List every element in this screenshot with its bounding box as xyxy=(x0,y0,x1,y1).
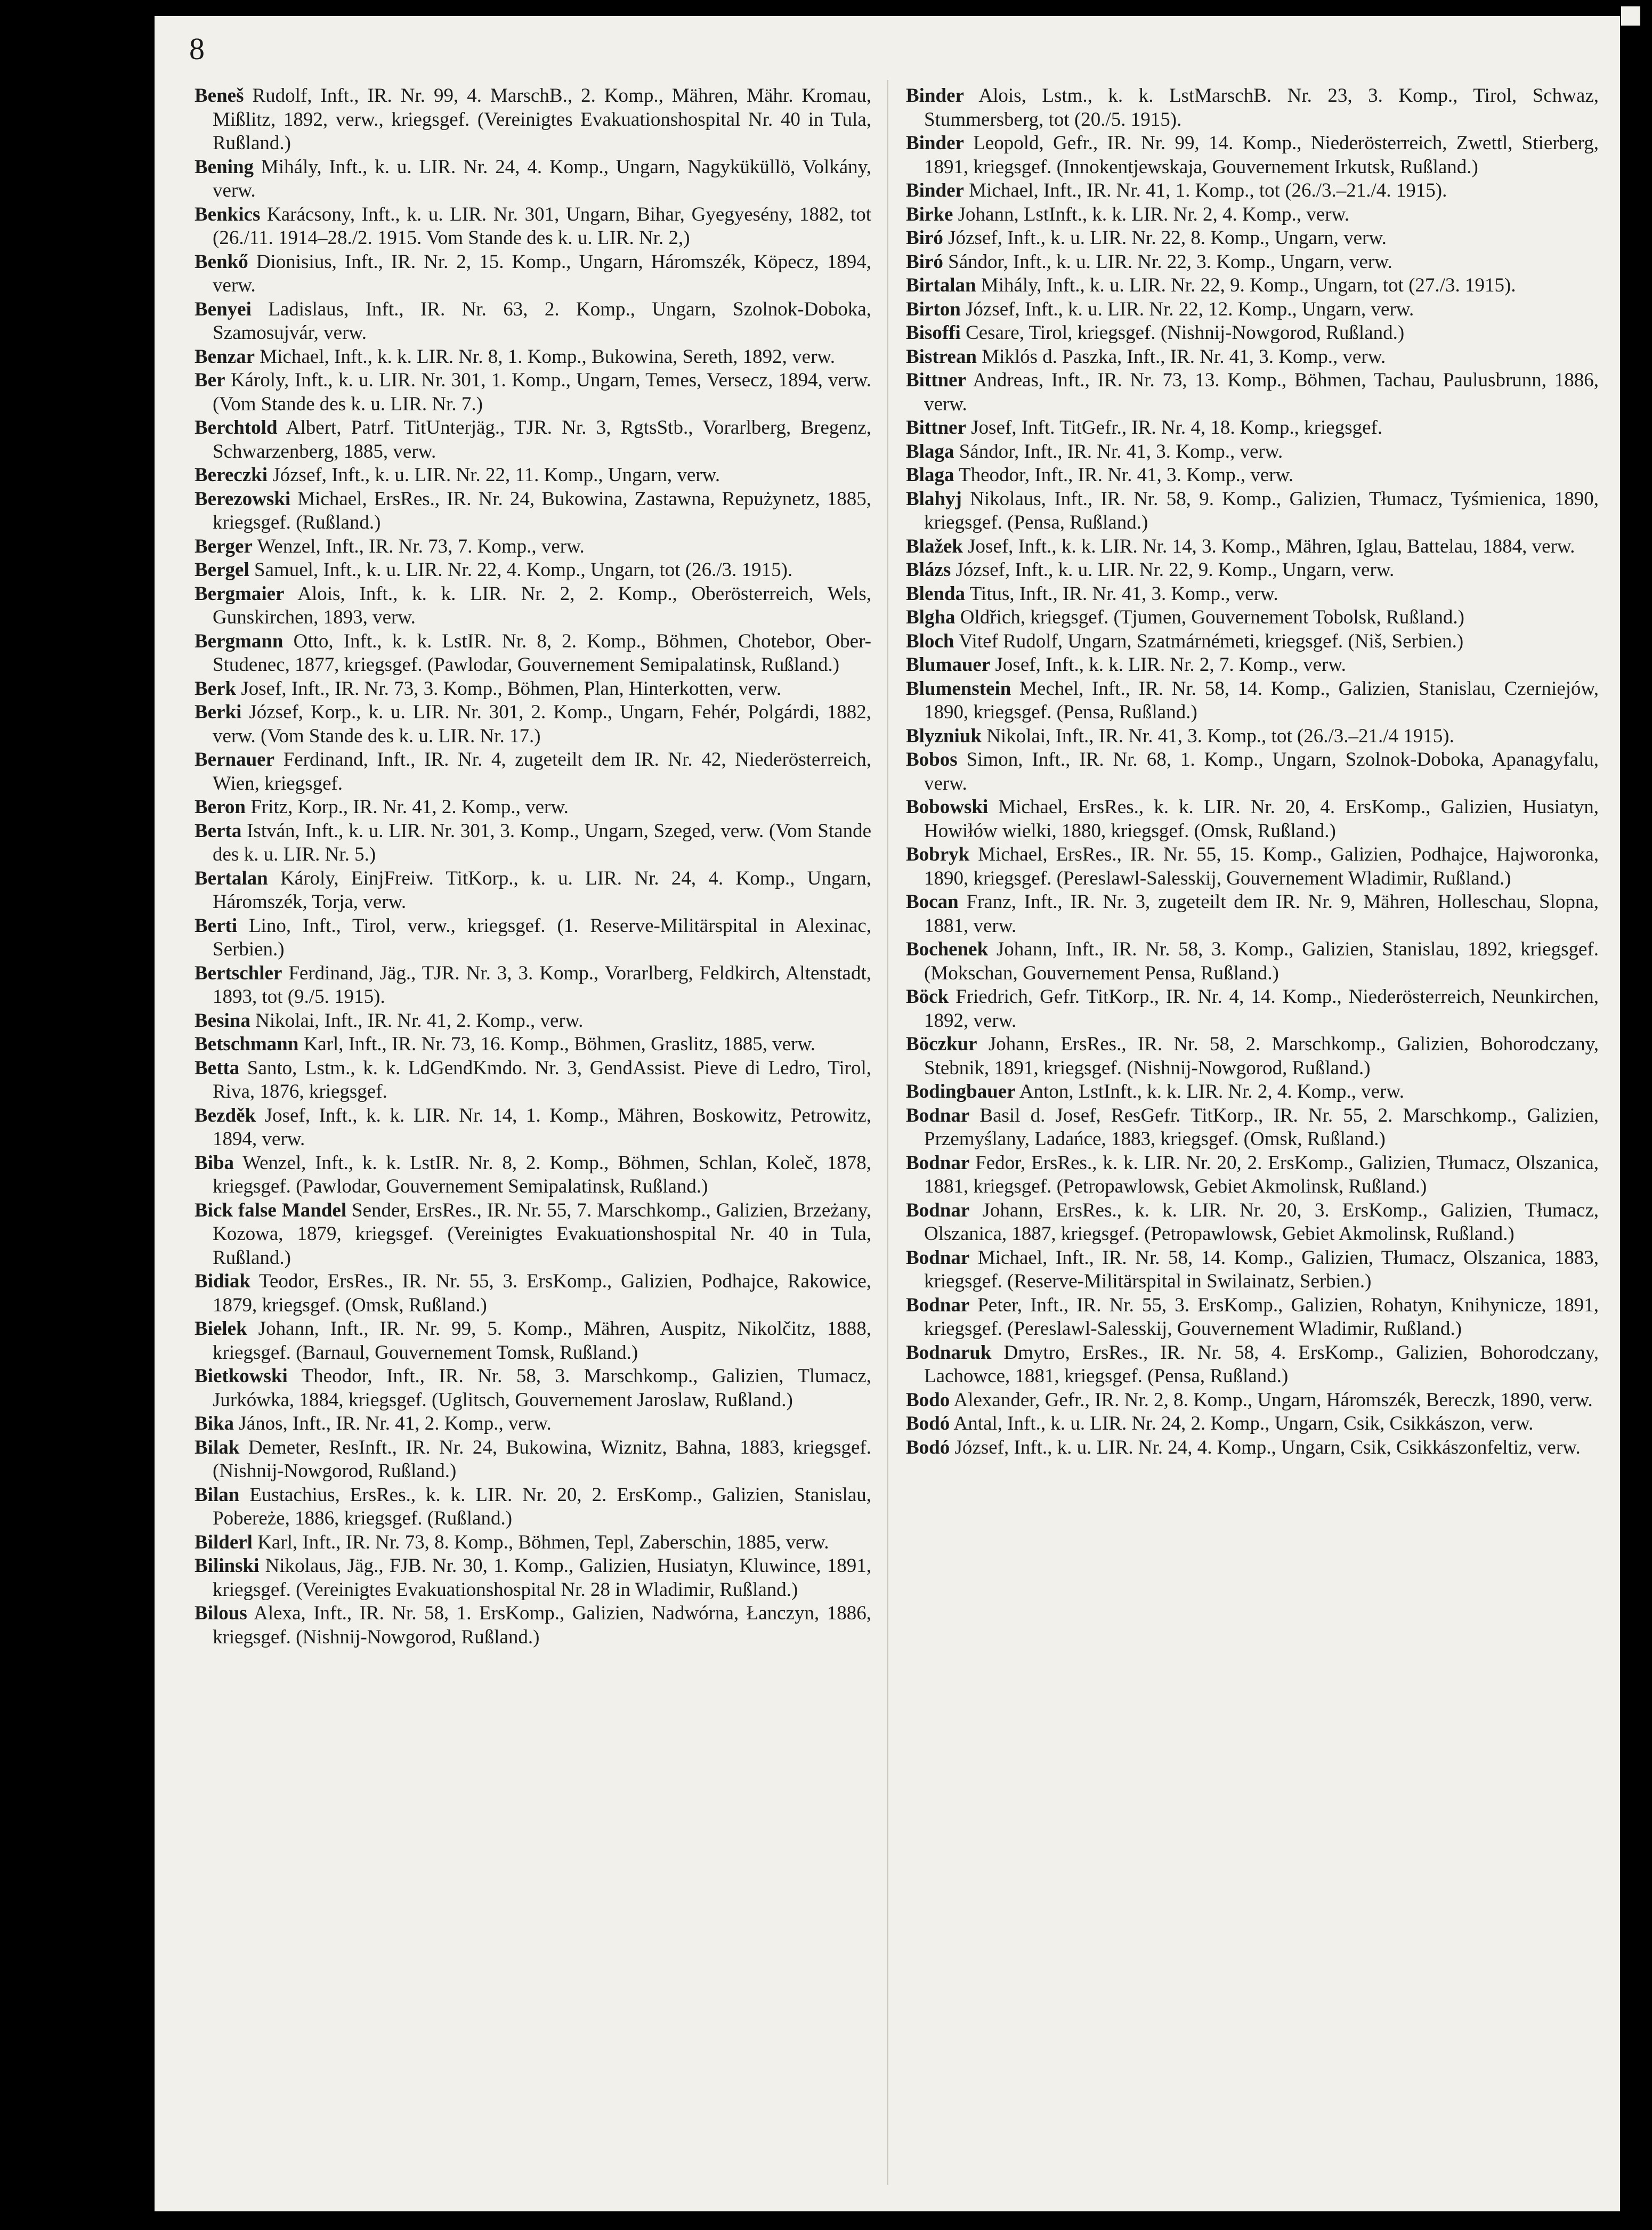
entry-surname: Bilderl xyxy=(195,1531,253,1553)
entry-details: Samuel, Inft., k. u. LIR. Nr. 22, 4. Komp., Ungarn, tot (26./3. 1915). xyxy=(249,559,793,581)
entry-details: Károly, Inft., k. u. LIR. Nr. 301, 1. Komp., Ungarn, Temes, Versecz, 1894, verw. (Vom Stande des k. u. LIR. Nr. 7.) xyxy=(213,369,871,415)
column-divider xyxy=(887,80,888,2185)
right-column xyxy=(906,84,1599,1459)
entry-details: Johann, ErsRes., IR. Nr. 58, 2. Marschkomp., Galizien, Bohorodczany, Stebnik, 1891, kriegsgef. (Nishnij-Nowgorod, Rußland.) xyxy=(924,1033,1599,1079)
entry-surname: Bobryk xyxy=(906,844,970,865)
entry-details: Theodor, Inft., IR. Nr. 58, 3. Marschkomp., Galizien, Tlumacz, Jurkówka, 1884, kriegsgef. (Uglitsch, Gouvernement Jaroslaw, Rußland.) xyxy=(213,1365,871,1411)
entry-details: Karl, Inft., IR. Nr. 73, 8. Komp., Böhmen, Tepl, Zaberschin, 1885, verw. xyxy=(252,1531,829,1553)
register-entry xyxy=(906,440,1599,464)
register-entry xyxy=(195,1057,871,1104)
entry-surname: Bodó xyxy=(906,1436,950,1458)
register-entry xyxy=(195,630,871,677)
entry-surname: Beron xyxy=(195,796,246,818)
entry-details: Theodor, Inft., IR. Nr. 41, 3. Komp., verw. xyxy=(954,464,1294,486)
register-entry xyxy=(195,1554,871,1602)
entry-details: Basil d. Josef, ResGefr. TitKorp., IR. Nr. 55, 2. Marschkomp., Galizien, Przemyślany, Ladańce, 1883, kriegsgef. (Omsk, Rußland.) xyxy=(924,1104,1599,1150)
register-entry xyxy=(195,1104,871,1152)
entry-surname: Bielek xyxy=(195,1318,247,1340)
register-entry xyxy=(195,1483,871,1531)
entry-details: Albert, Patrf. TitUnterjäg., TJR. Nr. 3, RgtsStb., Vorarlberg, Bregenz, Schwarzenberg, 1885, verw. xyxy=(213,417,871,463)
register-entry xyxy=(906,1104,1599,1152)
register-entry xyxy=(906,274,1599,298)
entry-details: Nikolaus, Inft., IR. Nr. 58, 9. Komp., Galizien, Tłumacz, Tyśmienica, 1890, kriegsgef. (Pensa, Rußland.) xyxy=(924,488,1599,533)
register-entry xyxy=(906,535,1599,559)
entry-surname: Bening xyxy=(195,156,254,178)
entry-surname: Böczkur xyxy=(906,1033,977,1055)
entry-details: Andreas, Inft., IR. Nr. 73, 13. Komp., Böhmen, Tachau, Paulusbrunn, 1886, verw. xyxy=(924,369,1599,415)
entry-details: Franz, Inft., IR. Nr. 3, zugeteilt dem IR. Nr. 9, Mähren, Holleschau, Slopna, 1881, verw. xyxy=(924,891,1599,937)
entry-surname: Bilous xyxy=(195,1602,247,1624)
entry-details: Dmytro, ErsRes., IR. Nr. 58, 4. ErsKomp., Galizien, Bohorodczany, Lachowce, 1881, kriegsgef. (Pensa, Rußland.) xyxy=(924,1341,1599,1387)
entry-details: Mechel, Inft., IR. Nr. 58, 14. Komp., Galizien, Stanislau, Czerniejów, 1890, kriegsgef. (Pensa, Rußland.) xyxy=(924,677,1599,723)
entry-details: Ladislaus, Inft., IR. Nr. 63, 2. Komp., Ungarn, Szolnok-Doboka, Szamosujvár, verw. xyxy=(213,298,871,344)
entry-details: Alois, Lstm., k. k. LstMarschB. Nr. 23, 3. Komp., Tirol, Schwaz, Stummersberg, tot (20./5. 1915). xyxy=(924,85,1599,131)
entry-details: Josef, Inft., k. k. LIR. Nr. 2, 7. Komp., verw. xyxy=(990,654,1346,676)
entry-details: Santo, Lstm., k. k. LdGendKmdo. Nr. 3, GendAssist. Pieve di Ledro, Tirol, Riva, 1876, kriegsgef. xyxy=(213,1057,871,1102)
entry-surname: Bergel xyxy=(195,559,249,581)
entry-details: Rudolf, Inft., IR. Nr. 99, 4. MarschB., 2. Komp., Mähren, Mähr. Kromau, Mißlitz, 1892, verw., kriegsgef. (Vereinigtes Evakuationshospital Nr. 40 in Tula, Rußland.) xyxy=(213,85,871,154)
register-entry xyxy=(195,677,871,701)
register-entry xyxy=(195,84,871,156)
entry-details: Lino, Inft., Tirol, verw., kriegsgef. (1. Reserve-Militärspital in Alexinac, Serbien.) xyxy=(213,914,871,960)
register-entry xyxy=(906,84,1599,132)
entry-details: János, Inft., IR. Nr. 41, 2. Komp., verw. xyxy=(234,1413,552,1434)
register-entry xyxy=(906,488,1599,535)
entry-details: Sender, ErsRes., IR. Nr. 55, 7. Marschkomp., Galizien, Brzeżany, Kozowa, 1879, kriegsgef. (Vereinigtes Evakuationshospital Nr. 40 in Tula, Rußland.) xyxy=(213,1199,871,1269)
register-entry xyxy=(906,653,1599,677)
entry-surname: Binder xyxy=(906,132,964,154)
register-entry xyxy=(906,1412,1599,1436)
entry-details: Mihály, Inft., k. u. LIR. Nr. 24, 4. Komp., Ungarn, Nagyküküllö, Volkány, verw. xyxy=(213,156,871,201)
entry-surname: Bobowski xyxy=(906,796,989,818)
register-entry xyxy=(195,1152,871,1199)
entry-surname: Berki xyxy=(195,701,242,723)
entry-surname: Bilak xyxy=(195,1436,240,1458)
register-entry xyxy=(195,867,871,914)
register-entry xyxy=(906,1389,1599,1413)
entry-surname: Böck xyxy=(906,986,949,1008)
entry-surname: Bodnaruk xyxy=(906,1341,992,1364)
register-entry xyxy=(195,1412,871,1436)
register-entry xyxy=(195,156,871,203)
entry-details: Wenzel, Inft., IR. Nr. 73, 7. Komp., verw. xyxy=(252,535,585,557)
entry-details: Johann, LstInft., k. k. LIR. Nr. 2, 4. Komp., verw. xyxy=(953,203,1350,225)
entry-details: Cesare, Tirol, kriegsgef. (Nishnij-Nowgorod, Rußland.) xyxy=(960,322,1405,344)
entry-details: Josef, Inft., k. k. LIR. Nr. 14, 1. Komp., Mähren, Boskowitz, Petrowitz, 1894, verw. xyxy=(213,1104,871,1150)
entry-surname: Berger xyxy=(195,535,253,557)
entry-details: Antal, Inft., k. u. LIR. Nr. 24, 2. Komp., Ungarn, Csik, Csikkászon, verw. xyxy=(950,1413,1534,1434)
register-entry xyxy=(906,985,1599,1033)
register-entry xyxy=(195,298,871,345)
entry-surname: Bocan xyxy=(906,891,959,913)
entry-details: Titus, Inft., IR. Nr. 41, 3. Komp., verw. xyxy=(965,582,1278,605)
register-entry xyxy=(906,250,1599,274)
entry-details: Ferdinand, Jäg., TJR. Nr. 3, 3. Komp., Vorarlberg, Feldkirch, Altenstadt, 1893, tot (9./5. 1915). xyxy=(213,962,871,1008)
entry-details: Leopold, Gefr., IR. Nr. 99, 14. Komp., Niederösterreich, Zwettl, Stierberg, 1891, kriegsgef. (Innokentjewskaja, Gouvernement Irkutsk, Rußland.) xyxy=(924,132,1599,178)
register-entry xyxy=(195,962,871,1009)
entry-details: Ferdinand, Inft., IR. Nr. 4, zugeteilt dem IR. Nr. 42, Niederösterreich, Wien, kriegsgef. xyxy=(213,749,871,794)
entry-details: József, Inft., k. u. LIR. Nr. 24, 4. Komp., Ungarn, Csik, Csikkászonfeltiz, verw. xyxy=(950,1436,1581,1458)
entry-surname: Bodnar xyxy=(906,1152,970,1174)
entry-surname: Benyei xyxy=(195,298,252,320)
register-entry xyxy=(906,843,1599,890)
entry-details: Alexander, Gefr., IR. Nr. 2, 8. Komp., Ungarn, Háromszék, Bereczk, 1890, verw. xyxy=(950,1389,1593,1411)
entry-details: Karl, Inft., IR. Nr. 73, 16. Komp., Böhmen, Graslitz, 1885, verw. xyxy=(298,1033,816,1055)
entry-details: Johann, ErsRes., k. k. LIR. Nr. 20, 3. ErsKomp., Galizien, Tłumacz, Olszanica, 1887, kriegsgef. (Petropawlowsk, Gebiet Akmolinsk, Rußland.) xyxy=(924,1199,1599,1245)
entry-surname: Bittner xyxy=(906,417,967,439)
register-entry xyxy=(906,606,1599,630)
entry-details: Károly, EinjFreiw. TitKorp., k. u. LIR. Nr. 24, 4. Komp., Ungarn, Háromszék, Torja, verw. xyxy=(213,867,871,913)
register-entry xyxy=(906,890,1599,938)
entry-details: Anton, LstInft., k. k. LIR. Nr. 2, 4. Komp., verw. xyxy=(1015,1081,1404,1102)
entry-surname: Bodó xyxy=(906,1413,950,1434)
register-entry xyxy=(906,416,1599,440)
entry-details: Michael, ErsRes., IR. Nr. 24, Bukowina, Zastawna, Repużynetz, 1885, kriegsgef. (Rußland.) xyxy=(213,488,871,533)
entry-details: Sándor, Inft., k. u. LIR. Nr. 22, 3. Komp., Ungarn, verw. xyxy=(943,250,1392,273)
register-entry xyxy=(906,132,1599,179)
register-entry xyxy=(906,938,1599,985)
entry-surname: Biró xyxy=(906,250,943,273)
entry-surname: Bergmaier xyxy=(195,582,285,605)
register-entry xyxy=(195,1199,871,1270)
entry-surname: Birton xyxy=(906,298,961,320)
entry-surname: Bezděk xyxy=(195,1104,256,1126)
register-entry xyxy=(195,488,871,535)
entry-details: Sándor, Inft., IR. Nr. 41, 3. Komp., verw. xyxy=(954,440,1283,463)
entry-surname: Bochenek xyxy=(906,938,989,960)
entry-surname: Bertschler xyxy=(195,962,282,984)
entry-details: Peter, Inft., IR. Nr. 55, 3. ErsKomp., Galizien, Rohatyn, Knihynicze, 1891, kriegsgef. (Pereslawl-Salesskij, Gouvernement Wladimir, Rußland.) xyxy=(924,1294,1599,1340)
entry-surname: Bilan xyxy=(195,1483,240,1506)
register-entry xyxy=(195,1009,871,1033)
entry-details: Nikolaus, Jäg., FJB. Nr. 30, 1. Komp., Galizien, Husiatyn, Kluwince, 1891, kriegsgef. (Vereinigtes Evakuationshospital Nr. 28 in Wladimir, Rußland.) xyxy=(213,1555,871,1601)
entry-surname: Blenda xyxy=(906,582,966,605)
register-entry xyxy=(906,179,1599,203)
register-entry xyxy=(906,582,1599,606)
register-entry xyxy=(906,1436,1599,1460)
entry-surname: Berk xyxy=(195,677,237,700)
entry-details: Vitef Rudolf, Ungarn, Szatmárnémeti, kriegsgef. (Niš, Serbien.) xyxy=(954,630,1464,652)
register-entry xyxy=(195,250,871,298)
entry-details: Johann, Inft., IR. Nr. 58, 3. Komp., Galizien, Stanislau, 1892, kriegsgef. (Mokschan, Gouvernement Pensa, Rußland.) xyxy=(924,938,1599,984)
entry-surname: Bodo xyxy=(906,1389,950,1411)
entry-surname: Binder xyxy=(906,180,964,201)
register-entry xyxy=(195,1531,871,1555)
entry-surname: Bobos xyxy=(906,749,958,771)
entry-surname: Blažek xyxy=(906,535,963,557)
entry-details: Michael, ErsRes., IR. Nr. 55, 15. Komp., Galizien, Podhajce, Hajworonka, 1890, kriegsgef. (Pereslawl-Salesskij, Gouvernement Wladimir, Rußland.) xyxy=(924,844,1599,889)
entry-surname: Betschmann xyxy=(195,1033,299,1055)
entry-details: Josef, Inft. TitGefr., IR. Nr. 4, 18. Komp., kriegsgef. xyxy=(966,417,1383,439)
page-number: 8 xyxy=(189,31,205,66)
entry-details: Teodor, ErsRes., IR. Nr. 55, 3. ErsKomp., Galizien, Podhajce, Rakowice, 1879, kriegsgef. (Omsk, Rußland.) xyxy=(213,1270,871,1316)
entry-details: Alois, Inft., k. k. LIR. Nr. 2, 2. Komp., Oberösterreich, Wels, Gunskirchen, 1893, verw. xyxy=(213,582,871,628)
entry-details: Wenzel, Inft., k. k. LstIR. Nr. 8, 2. Komp., Böhmen, Schlan, Koleč, 1878, kriegsgef. (Pawlodar, Gouvernement Semipalatinsk, Rußland.) xyxy=(213,1152,871,1197)
entry-surname: Bodnar xyxy=(906,1104,970,1126)
register-entry xyxy=(906,748,1599,796)
entry-surname: Bloch xyxy=(906,630,954,652)
register-entry xyxy=(195,416,871,464)
entry-details: Nikolai, Inft., IR. Nr. 41, 3. Komp., tot (26./3.–21./4 1915). xyxy=(981,725,1454,747)
entry-surname: Blahyj xyxy=(906,488,962,510)
entry-details: Fedor, ErsRes., k. k. LIR. Nr. 20, 2. ErsKomp., Galizien, Tłumacz, Olszanica, 1881, kriegsgef. (Petropawlowsk, Gebiet Akmolinsk, Rußland.) xyxy=(924,1152,1599,1197)
entry-surname: Berezowski xyxy=(195,488,291,510)
entry-surname: Bietkowski xyxy=(195,1365,288,1387)
entry-surname: Benkő xyxy=(195,250,248,273)
entry-details: Demeter, ResInft., IR. Nr. 24, Bukowina, Wiznitz, Bahna, 1883, kriegsgef. (Nishnij-Nowgorod, Rußland.) xyxy=(213,1436,871,1482)
entry-surname: Beneš xyxy=(195,85,244,107)
register-entry xyxy=(195,748,871,796)
entry-details: Oldřich, kriegsgef. (Tjumen, Gouvernement Tobolsk, Rußland.) xyxy=(955,606,1464,628)
entry-details: József, Korp., k. u. LIR. Nr. 301, 2. Komp., Ungarn, Fehér, Polgárdi, 1882, verw. (Vom Stande des k. u. LIR. Nr. 17.) xyxy=(213,701,871,747)
entry-surname: Bergmann xyxy=(195,630,284,652)
register-entry xyxy=(195,1270,871,1317)
entry-surname: Birtalan xyxy=(906,274,976,296)
entry-surname: Blgha xyxy=(906,606,955,628)
register-entry xyxy=(906,630,1599,654)
register-entry xyxy=(195,1436,871,1483)
entry-details: József, Inft., k. u. LIR. Nr. 22, 12. Komp., Ungarn, verw. xyxy=(960,298,1414,320)
register-entry xyxy=(195,1317,871,1365)
entry-details: Josef, Inft., IR. Nr. 73, 3. Komp., Böhmen, Plan, Hinterkotten, verw. xyxy=(236,677,782,700)
entry-surname: Blázs xyxy=(906,559,951,581)
entry-surname: Bick false Mandel xyxy=(195,1199,347,1221)
entry-details: József, Inft., k. u. LIR. Nr. 22, 9. Komp., Ungarn, verw. xyxy=(951,559,1395,581)
entry-details: Michael, Inft., IR. Nr. 58, 14. Komp., Galizien, Tłumacz, Olszanica, 1883, kriegsgef. (Reserve-Militärspital in Swilainatz, Serbien.) xyxy=(924,1246,1599,1292)
entry-surname: Blumenstein xyxy=(906,677,1011,700)
register-entry xyxy=(906,677,1599,725)
entry-surname: Blaga xyxy=(906,464,954,486)
register-entry xyxy=(906,1341,1599,1389)
register-entry xyxy=(195,1365,871,1412)
entry-surname: Blumauer xyxy=(906,654,991,676)
entry-details: Johann, Inft., IR. Nr. 99, 5. Komp., Mähren, Auspitz, Nikolčitz, 1888, kriegsgef. (Barnaul, Gouvernement Tomsk, Rußland.) xyxy=(213,1318,871,1364)
register-entry xyxy=(906,1033,1599,1080)
entry-details: Michael, ErsRes., k. k. LIR. Nr. 20, 4. ErsKomp., Galizien, Husiatyn, Howiłów wielki, 1880, kriegsgef. (Omsk, Rußland.) xyxy=(924,796,1599,842)
entry-surname: Biba xyxy=(195,1152,234,1174)
register-entry xyxy=(195,535,871,559)
entry-details: Karácsony, Inft., k. u. LIR. Nr. 301, Ungarn, Bihar, Gyegyesény, 1882, tot (26./11. 1914–28./2. 1915. Vom Stande des k. u. LIR. Nr. 2,) xyxy=(213,203,871,249)
entry-details: Nikolai, Inft., IR. Nr. 41, 2. Komp., verw. xyxy=(250,1009,584,1032)
register-entry xyxy=(906,558,1599,582)
entry-details: József, Inft., k. u. LIR. Nr. 22, 8. Komp., Ungarn, verw. xyxy=(943,227,1387,249)
entry-surname: Bodingbauer xyxy=(906,1081,1016,1102)
entry-surname: Bodnar xyxy=(906,1246,970,1269)
register-entry xyxy=(195,582,871,630)
register-entry xyxy=(195,1033,871,1057)
entry-surname: Besina xyxy=(195,1009,250,1032)
register-entry xyxy=(906,464,1599,488)
register-entry xyxy=(906,1080,1599,1104)
register-entry xyxy=(195,369,871,416)
entry-surname: Bodnar xyxy=(906,1199,970,1221)
entry-surname: Bistrean xyxy=(906,345,977,368)
entry-surname: Bodnar xyxy=(906,1294,970,1316)
entry-surname: Bidiak xyxy=(195,1270,250,1292)
register-entry xyxy=(906,369,1599,416)
register-entry xyxy=(195,203,871,250)
entry-surname: Berta xyxy=(195,820,242,842)
entry-details: Friedrich, Gefr. TitKorp., IR. Nr. 4, 14. Komp., Niederösterreich, Neunkirchen, 1892, verw. xyxy=(924,986,1599,1032)
register-entry xyxy=(906,203,1599,227)
entry-details: Eustachius, ErsRes., k. k. LIR. Nr. 20, 2. ErsKomp., Galizien, Stanislau, Pobereże, 1886, kriegsgef. (Rußland.) xyxy=(213,1483,871,1529)
entry-surname: Bertalan xyxy=(195,867,268,889)
entry-details: Josef, Inft., k. k. LIR. Nr. 14, 3. Komp., Mähren, Iglau, Battelau, 1884, verw. xyxy=(962,535,1575,557)
entry-surname: Binder xyxy=(906,85,964,107)
entry-surname: Benzar xyxy=(195,345,255,368)
register-entry xyxy=(906,226,1599,250)
entry-surname: Benkics xyxy=(195,203,261,225)
entry-surname: Bereczki xyxy=(195,464,268,486)
register-entry xyxy=(906,298,1599,322)
entry-surname: Bika xyxy=(195,1413,234,1434)
entry-details: Michael, Inft., k. k. LIR. Nr. 8, 1. Komp., Bukowina, Sereth, 1892, verw. xyxy=(255,345,835,368)
entry-details: Simon, Inft., IR. Nr. 68, 1. Komp., Ungarn, Szolnok-Doboka, Apanagyfalu, verw. xyxy=(924,749,1599,794)
entry-surname: Bernauer xyxy=(195,749,275,771)
entry-surname: Bittner xyxy=(906,369,967,391)
register-entry xyxy=(195,820,871,867)
register-entry xyxy=(195,1602,871,1649)
entry-details: József, Inft., k. u. LIR. Nr. 22, 11. Komp., Ungarn, verw. xyxy=(267,464,720,486)
register-entry xyxy=(906,796,1599,843)
register-entry xyxy=(906,1199,1599,1246)
entry-surname: Betta xyxy=(195,1057,240,1079)
entry-details: Fritz, Korp., IR. Nr. 41, 2. Komp., verw. xyxy=(245,796,569,818)
register-entry xyxy=(195,701,871,748)
entry-details: Miklós d. Paszka, Inft., IR. Nr. 41, 3. Komp., verw. xyxy=(976,345,1386,368)
scan-corner-mark xyxy=(1621,6,1640,26)
register-entry xyxy=(195,464,871,488)
register-entry xyxy=(195,558,871,582)
entry-surname: Berchtold xyxy=(195,417,278,439)
register-entry xyxy=(906,345,1599,369)
register-entry xyxy=(906,1246,1599,1294)
entry-details: Dionisius, Inft., IR. Nr. 2, 15. Komp., Ungarn, Háromszék, Köpecz, 1894, verw. xyxy=(213,250,871,296)
entry-surname: Blyzniuk xyxy=(906,725,982,747)
entry-details: Otto, Inft., k. k. LstIR. Nr. 8, 2. Komp., Böhmen, Chotebor, Ober-Studenec, 1877, kriegsgef. (Pawlodar, Gouvernement Semipalatinsk, Rußland.) xyxy=(213,630,871,676)
entry-surname: Biró xyxy=(906,227,943,249)
entry-surname: Bisoffi xyxy=(906,322,961,344)
entry-details: Alexa, Inft., IR. Nr. 58, 1. ErsKomp., Galizien, Nadwórna, Łanczyn, 1886, kriegsgef. (Nishnij-Nowgorod, Rußland.) xyxy=(213,1602,871,1648)
entry-details: Michael, Inft., IR. Nr. 41, 1. Komp., tot (26./3.–21./4. 1915). xyxy=(963,180,1447,201)
register-entry xyxy=(195,796,871,820)
entry-surname: Blaga xyxy=(906,440,954,463)
register-entry xyxy=(906,725,1599,749)
register-entry xyxy=(906,1152,1599,1199)
register-entry xyxy=(906,321,1599,345)
register-entry xyxy=(906,1294,1599,1341)
entry-details: István, Inft., k. u. LIR. Nr. 301, 3. Komp., Ungarn, Szeged, verw. (Vom Stande des k. u. LIR. Nr. 5.) xyxy=(213,820,871,865)
entry-surname: Berti xyxy=(195,914,238,937)
entry-details: Mihály, Inft., k. u. LIR. Nr. 22, 9. Komp., Ungarn, tot (27./3. 1915). xyxy=(976,274,1516,296)
entry-surname: Birke xyxy=(906,203,953,225)
entry-surname: Bilinski xyxy=(195,1555,260,1577)
left-column xyxy=(195,84,871,1649)
entry-surname: Ber xyxy=(195,369,225,391)
register-entry xyxy=(195,914,871,962)
register-entry xyxy=(195,345,871,369)
